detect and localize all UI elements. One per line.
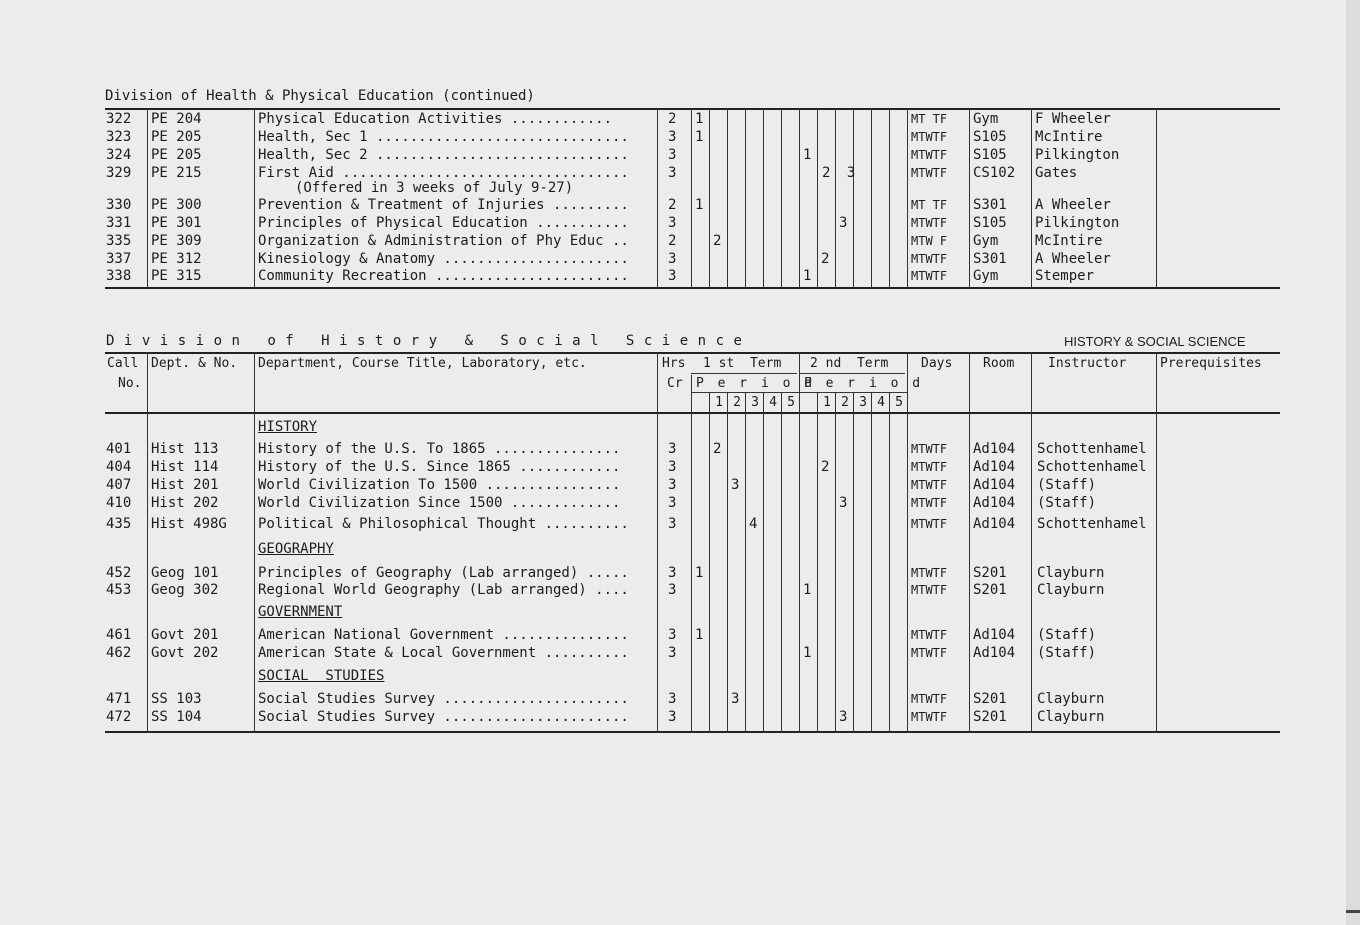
- period-num: 4: [769, 395, 777, 410]
- s2-col-line: [657, 352, 658, 732]
- instructor: Schottenhamel: [1037, 516, 1147, 532]
- dept-number: Geog 302: [151, 582, 219, 598]
- s2-col-line: [871, 392, 872, 732]
- dept-number: Geog 101: [151, 565, 219, 581]
- instructor: A Wheeler: [1035, 197, 1111, 213]
- s1-col-line: [835, 108, 836, 288]
- days: MTW F: [911, 234, 948, 248]
- credit-hours: 3: [668, 477, 677, 493]
- course-title: Political & Philosophical Thought ..........: [258, 516, 629, 532]
- s2-col-line: [817, 392, 818, 732]
- instructor: McIntire: [1035, 233, 1103, 249]
- instructor: F Wheeler: [1035, 111, 1111, 127]
- course-title: Principles of Physical Education ...........: [258, 215, 629, 231]
- period-mark: 3: [839, 495, 848, 511]
- period-mark: 1: [803, 645, 812, 661]
- credit-hours: 3: [668, 268, 677, 284]
- course-title: American State & Local Government ..........: [258, 645, 629, 661]
- course-title: Physical Education Activities ............: [258, 111, 613, 127]
- dept-number: SS 103: [151, 691, 202, 707]
- dept-number: Hist 114: [151, 459, 219, 475]
- room: Gym: [973, 233, 999, 249]
- period-mark: 4: [749, 516, 758, 532]
- s2-col-line: [1156, 352, 1157, 732]
- days: MTWTF: [911, 130, 948, 144]
- s1-col-line: [1031, 108, 1032, 288]
- instructor: A Wheeler: [1035, 251, 1111, 267]
- s1-col-line: [853, 108, 854, 288]
- room: CS102: [973, 165, 1016, 181]
- dept-number: PE 312: [151, 251, 202, 267]
- header-cr: Cr: [667, 376, 683, 391]
- credit-hours: 2: [668, 197, 677, 213]
- dept-number: PE 204: [151, 111, 202, 127]
- period-mark: 1: [695, 129, 704, 145]
- call-number: 338: [106, 268, 132, 284]
- s1-col-line: [763, 108, 764, 288]
- period-rule: [691, 392, 907, 393]
- dept-number: SS 104: [151, 709, 202, 725]
- instructor: (Staff): [1037, 627, 1097, 643]
- section1-bottom-rule: [105, 287, 1280, 289]
- s1-col-line: [147, 108, 148, 288]
- course-title: Social Studies Survey ......................: [258, 709, 629, 725]
- s1-col-line: [691, 108, 692, 288]
- room: Ad104: [973, 441, 1016, 457]
- header-prereq: Prerequisites: [1160, 356, 1262, 371]
- call-number: 471: [106, 691, 132, 707]
- period-num: 1: [823, 395, 831, 410]
- days: MTWTF: [911, 478, 948, 492]
- days: MTWTF: [911, 148, 948, 162]
- course-title: Health, Sec 1 ..............................: [258, 129, 629, 145]
- dept-number: Hist 498G: [151, 516, 227, 532]
- header-term1: 1 st Term: [703, 356, 782, 371]
- s2-col-line: [763, 392, 764, 732]
- s1-col-line: [817, 108, 818, 288]
- s2-col-line: [254, 352, 255, 732]
- call-number: 407: [106, 477, 132, 493]
- credit-hours: 3: [668, 129, 677, 145]
- course-title: First Aid ..................................: [258, 165, 629, 181]
- s2-col-line: [691, 375, 692, 732]
- header-no: No.: [118, 376, 142, 391]
- period-mark: 2 3: [822, 165, 860, 181]
- instructor: Clayburn: [1037, 709, 1105, 725]
- room: S105: [973, 215, 1007, 231]
- credit-hours: 3: [668, 441, 677, 457]
- header-instructor: Instructor: [1048, 356, 1127, 371]
- credit-hours: 3: [668, 516, 677, 532]
- s1-col-line: [889, 108, 890, 288]
- days: MTWTF: [911, 252, 948, 266]
- s2-col-line: [709, 392, 710, 732]
- period-mark: 2: [713, 441, 722, 457]
- course-title: World Civilization To 1500 ................: [258, 477, 621, 493]
- call-number: 337: [106, 251, 132, 267]
- header-room: Room: [983, 356, 1015, 371]
- credit-hours: 3: [668, 251, 677, 267]
- room: Gym: [973, 111, 999, 127]
- room: Ad104: [973, 516, 1016, 532]
- days: MTWTF: [911, 166, 948, 180]
- dept-number: Hist 113: [151, 441, 219, 457]
- period-num: 3: [859, 395, 867, 410]
- days: MTWTF: [911, 628, 948, 642]
- room: S301: [973, 251, 1007, 267]
- period-num: 3: [751, 395, 759, 410]
- instructor: (Staff): [1037, 645, 1097, 661]
- group-government: GOVERNMENT: [258, 604, 343, 620]
- call-number: 323: [106, 129, 132, 145]
- call-number: 330: [106, 197, 132, 213]
- s1-col-line: [799, 108, 800, 288]
- instructor: Clayburn: [1037, 565, 1105, 581]
- credit-hours: 3: [668, 147, 677, 163]
- call-number: 331: [106, 215, 132, 231]
- s1-col-line: [254, 108, 255, 288]
- call-number: 472: [106, 709, 132, 725]
- s2-col-line: [799, 352, 800, 732]
- credit-hours: 3: [668, 215, 677, 231]
- course-title: Community Recreation .......................: [258, 268, 629, 284]
- room: S105: [973, 129, 1007, 145]
- dept-number: PE 315: [151, 268, 202, 284]
- period-num: 4: [877, 395, 885, 410]
- instructor: (Staff): [1037, 477, 1097, 493]
- s2-col-line: [727, 392, 728, 732]
- instructor: Stemper: [1035, 268, 1095, 284]
- s1-col-line: [709, 108, 710, 288]
- call-number: 401: [106, 441, 132, 457]
- instructor: Schottenhamel: [1037, 441, 1147, 457]
- call-number: 329: [106, 165, 132, 181]
- group-history: HISTORY: [258, 419, 318, 435]
- days: MTWTF: [911, 460, 948, 474]
- days: MTWTF: [911, 216, 948, 230]
- call-number: 461: [106, 627, 132, 643]
- period-mark: 2: [713, 233, 722, 249]
- s1-col-line: [871, 108, 872, 288]
- room: Ad104: [973, 645, 1016, 661]
- s2-col-line: [907, 352, 908, 732]
- header-term2: 2 nd Term: [810, 356, 889, 371]
- period-mark: 1: [803, 147, 812, 163]
- period-mark: 3: [839, 709, 848, 725]
- scan-mark: [1346, 910, 1360, 913]
- call-number: 404: [106, 459, 132, 475]
- room: S301: [973, 197, 1007, 213]
- days: MTWTF: [911, 646, 948, 660]
- period-mark: 3: [731, 691, 740, 707]
- s2-col-line: [147, 352, 148, 732]
- credit-hours: 3: [668, 582, 677, 598]
- period-mark: 3: [839, 215, 848, 231]
- course-title: Prevention & Treatment of Injuries .........: [258, 197, 629, 213]
- credit-hours: 3: [668, 709, 677, 725]
- dept-number: Hist 201: [151, 477, 219, 493]
- course-title: World Civilization Since 1500 .............: [258, 495, 621, 511]
- period-mark: 2: [821, 251, 830, 267]
- header-hrs: Hrs: [662, 356, 686, 371]
- course-title: Health, Sec 2 ..............................: [258, 147, 629, 163]
- course-title: American National Government ...............: [258, 627, 629, 643]
- s1-col-line: [969, 108, 970, 288]
- period-num: 5: [895, 395, 903, 410]
- room: S105: [973, 147, 1007, 163]
- instructor: (Staff): [1037, 495, 1097, 511]
- period-num: 2: [841, 395, 849, 410]
- scan-edge: [1346, 0, 1360, 925]
- instructor: McIntire: [1035, 129, 1103, 145]
- instructor: Clayburn: [1037, 582, 1105, 598]
- s2-col-line: [853, 392, 854, 732]
- period-mark: 3: [731, 477, 740, 493]
- credit-hours: 3: [668, 459, 677, 475]
- header-days: Days: [921, 356, 953, 371]
- dept-number: Govt 202: [151, 645, 219, 661]
- room: Ad104: [973, 477, 1016, 493]
- call-number: 322: [106, 111, 132, 127]
- period-num: 2: [733, 395, 741, 410]
- course-title: Regional World Geography (Lab arranged) ....: [258, 582, 629, 598]
- instructor: Gates: [1035, 165, 1078, 181]
- section2-right-label: HISTORY & SOCIAL SCIENCE: [1064, 334, 1246, 349]
- course-title: History of the U.S. Since 1865 ............: [258, 459, 621, 475]
- credit-hours: 2: [668, 111, 677, 127]
- room: Ad104: [973, 459, 1016, 475]
- period-num: 1: [715, 395, 723, 410]
- call-number: 335: [106, 233, 132, 249]
- credit-hours: 3: [668, 165, 677, 181]
- section2-header-rule: [105, 412, 1280, 414]
- days: MT TF: [911, 112, 948, 126]
- call-number: 324: [106, 147, 132, 163]
- room: Ad104: [973, 495, 1016, 511]
- s1-col-line: [781, 108, 782, 288]
- period-mark: 1: [695, 197, 704, 213]
- header-call: Call: [107, 356, 139, 371]
- days: MTWTF: [911, 566, 948, 580]
- header-course: Department, Course Title, Laboratory, etc.: [258, 356, 587, 371]
- days: MTWTF: [911, 517, 948, 531]
- section2-title: Division of History & Social Science: [106, 333, 752, 349]
- s1-col-line: [1156, 108, 1157, 288]
- section1-title: Division of Health & Physical Education (continued): [105, 88, 535, 104]
- period-mark: 1: [695, 565, 704, 581]
- period-mark: 1: [695, 111, 704, 127]
- room: S201: [973, 565, 1007, 581]
- section2-top-rule: [105, 352, 1280, 354]
- course-title: History of the U.S. To 1865 ...............: [258, 441, 621, 457]
- header-period-1: P e r i o d: [696, 376, 816, 391]
- period-mark: 1: [803, 268, 812, 284]
- days: MTWTF: [911, 269, 948, 283]
- header-dept: Dept. & No.: [151, 356, 238, 371]
- s2-col-line: [969, 352, 970, 732]
- credit-hours: 3: [668, 645, 677, 661]
- s2-col-line: [835, 392, 836, 732]
- s1-col-line: [745, 108, 746, 288]
- dept-number: PE 301: [151, 215, 202, 231]
- days: MTWTF: [911, 710, 948, 724]
- dept-number: PE 309: [151, 233, 202, 249]
- instructor: Clayburn: [1037, 691, 1105, 707]
- credit-hours: 3: [668, 627, 677, 643]
- s2-col-line: [781, 392, 782, 732]
- first-aid-note: (Offered in 3 weeks of July 9-27): [295, 180, 574, 196]
- call-number: 410: [106, 495, 132, 511]
- s2-col-line: [745, 392, 746, 732]
- dept-number: PE 215: [151, 165, 202, 181]
- days: MTWTF: [911, 442, 948, 456]
- room: S201: [973, 582, 1007, 598]
- s1-col-line: [657, 108, 658, 288]
- dept-number: PE 205: [151, 147, 202, 163]
- course-title: Organization & Administration of Phy Educ ..: [258, 233, 629, 249]
- s2-col-line: [889, 392, 890, 732]
- group-geography: GEOGRAPHY: [258, 541, 334, 557]
- s1-col-line: [727, 108, 728, 288]
- room: Ad104: [973, 627, 1016, 643]
- group-social-studies: SOCIAL STUDIES: [258, 668, 385, 684]
- course-title: Principles of Geography (Lab arranged) .....: [258, 565, 629, 581]
- days: MTWTF: [911, 692, 948, 706]
- dept-number: PE 205: [151, 129, 202, 145]
- room: S201: [973, 691, 1007, 707]
- course-title: Social Studies Survey ......................: [258, 691, 629, 707]
- room: S201: [973, 709, 1007, 725]
- period-num: 5: [787, 395, 795, 410]
- instructor: Schottenhamel: [1037, 459, 1147, 475]
- period-mark: 2: [821, 459, 830, 475]
- instructor: Pilkington: [1035, 215, 1120, 231]
- s2-col-line: [1031, 352, 1032, 732]
- header-period-2: P e r i o d: [804, 376, 924, 391]
- room: Gym: [973, 268, 999, 284]
- call-number: 453: [106, 582, 132, 598]
- call-number: 435: [106, 516, 132, 532]
- days: MTWTF: [911, 583, 948, 597]
- period-mark: 1: [803, 582, 812, 598]
- days: MTWTF: [911, 496, 948, 510]
- period-mark: 1: [695, 627, 704, 643]
- days: MT TF: [911, 198, 948, 212]
- s1-col-line: [907, 108, 908, 288]
- course-title: Kinesiology & Anatomy ......................: [258, 251, 629, 267]
- credit-hours: 3: [668, 691, 677, 707]
- dept-number: PE 300: [151, 197, 202, 213]
- call-number: 462: [106, 645, 132, 661]
- call-number: 452: [106, 565, 132, 581]
- dept-number: Hist 202: [151, 495, 219, 511]
- credit-hours: 3: [668, 495, 677, 511]
- credit-hours: 2: [668, 233, 677, 249]
- instructor: Pilkington: [1035, 147, 1120, 163]
- credit-hours: 3: [668, 565, 677, 581]
- section2-bottom-rule: [105, 731, 1280, 733]
- dept-number: Govt 201: [151, 627, 219, 643]
